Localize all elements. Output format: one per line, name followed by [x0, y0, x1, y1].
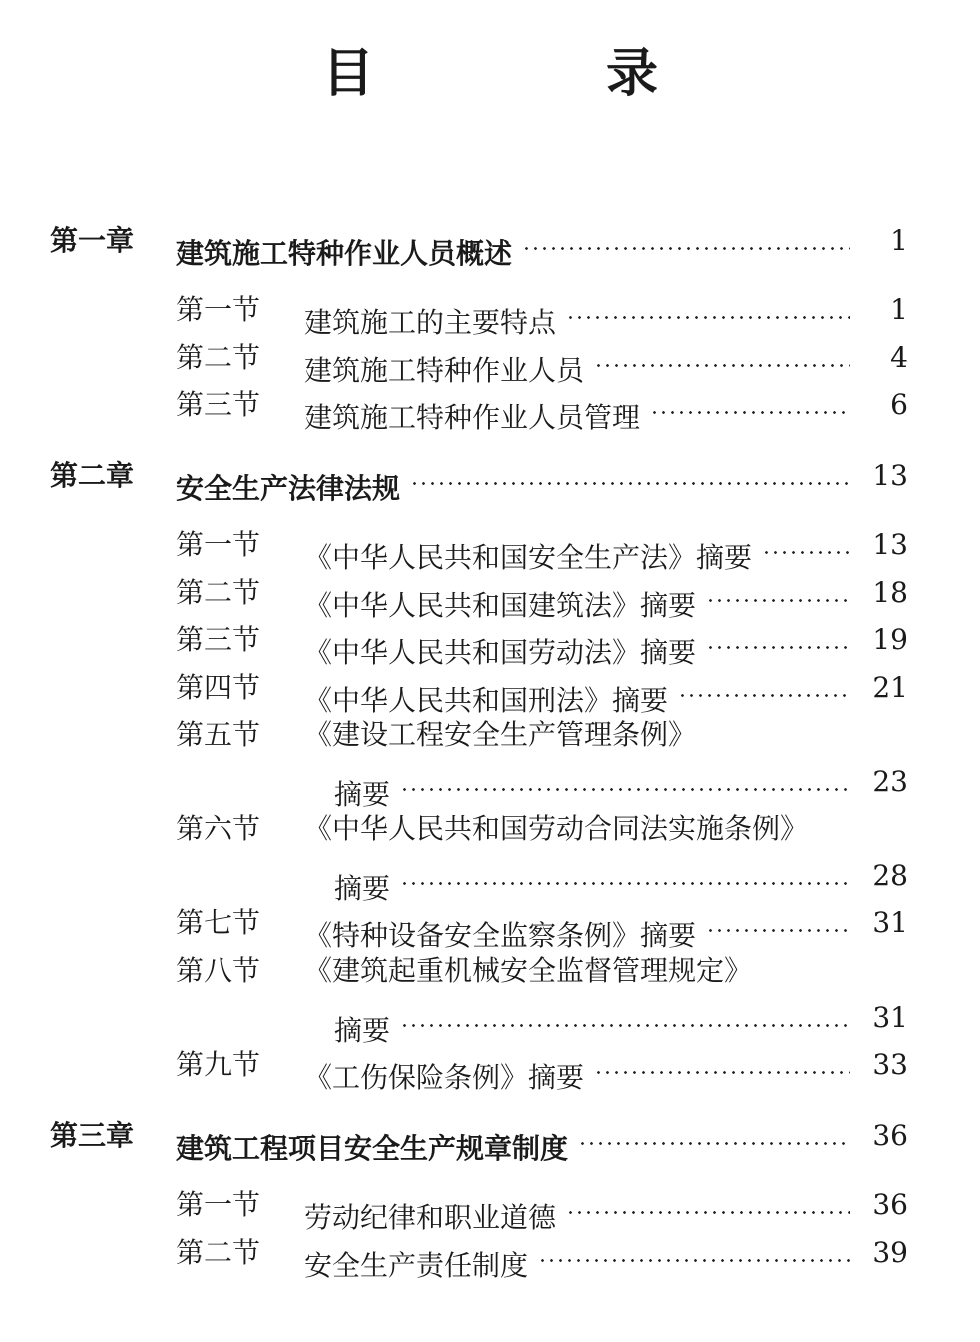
page-number: 31: [872, 906, 908, 939]
section-title: 《建筑起重机械安全监督管理规定》: [304, 954, 753, 987]
section-number: 第一节: [176, 528, 261, 561]
section-title: 摘要: [334, 778, 391, 811]
section-number: 第三节: [176, 623, 261, 656]
page-number: 13: [872, 528, 908, 561]
toc-section-row[interactable]: [0, 1043, 980, 1094]
dot-leader: [566, 1183, 850, 1227]
page-number: 6: [890, 388, 908, 421]
dot-leader: [594, 336, 850, 380]
toc-entry: [304, 807, 908, 851]
section-number: 第二节: [176, 576, 261, 609]
toc-section-row[interactable]: [0, 996, 980, 1047]
section-number: 第六节: [176, 812, 261, 845]
section-title: 摘要: [334, 872, 391, 905]
toc-section-row[interactable]: [0, 1231, 980, 1282]
chapter-title: 安全生产法律法规: [176, 472, 401, 505]
section-number: 第一节: [176, 293, 261, 326]
section-number: 第一节: [176, 1188, 261, 1221]
page-number: 36: [872, 1188, 908, 1221]
dot-leader: [678, 666, 850, 710]
toc-section-row[interactable]: [0, 618, 980, 669]
page-number: 39: [872, 1236, 908, 1269]
toc-entry: [176, 1114, 860, 1171]
section-title: 《特种设备安全监察条例》摘要: [304, 919, 697, 952]
toc-entry: [304, 1043, 860, 1100]
page-number: 4: [890, 341, 908, 374]
section-title: 建筑施工的主要特点: [304, 306, 557, 339]
dot-leader: [706, 571, 850, 615]
chapter-number: 第三章: [50, 1119, 135, 1152]
section-number: 第二节: [176, 341, 261, 374]
toc-entry: [304, 383, 860, 440]
toc-section-row[interactable]: [0, 901, 980, 952]
toc-entry: [304, 949, 908, 993]
toc-entry: [176, 454, 860, 511]
section-title: 《中华人民共和国刑法》摘要: [304, 684, 669, 717]
page-number: 1: [890, 293, 908, 326]
chapter-title: 建筑工程项目安全生产规章制度: [176, 1132, 569, 1165]
section-number: 第二节: [176, 1236, 261, 1269]
chapter-number: 第二章: [50, 459, 135, 492]
dot-leader: [578, 1114, 850, 1158]
section-title: 《中华人民共和国劳动合同法实施条例》: [304, 812, 809, 845]
dot-leader: [650, 383, 850, 427]
dot-leader: [538, 1231, 850, 1275]
dot-leader: [410, 454, 850, 498]
toc-section-row[interactable]: [0, 288, 980, 339]
toc-section-row[interactable]: [0, 571, 980, 622]
section-title: 《建设工程安全生产管理条例》: [304, 718, 697, 751]
toc-section-row[interactable]: [0, 949, 980, 993]
toc-chapter-row[interactable]: [0, 454, 980, 505]
toc-section-row[interactable]: [0, 336, 980, 387]
toc-chapter-row[interactable]: [0, 219, 980, 270]
toc-chapter-row[interactable]: [0, 1114, 980, 1165]
dot-leader: [706, 901, 850, 945]
page-number: 1: [890, 224, 908, 257]
section-number: 第九节: [176, 1048, 261, 1081]
section-title: 《中华人民共和国劳动法》摘要: [304, 636, 697, 669]
section-number: 第五节: [176, 718, 261, 751]
page-number: 36: [872, 1119, 908, 1152]
section-title: 建筑施工特种作业人员: [304, 354, 585, 387]
toc-section-row[interactable]: [0, 666, 980, 717]
section-title: 《中华人民共和国建筑法》摘要: [304, 589, 697, 622]
dot-leader: [400, 854, 850, 898]
toc-section-row[interactable]: [0, 760, 980, 811]
page-number: 31: [872, 1001, 908, 1034]
toc-section-row[interactable]: [0, 854, 980, 905]
dot-leader: [400, 996, 850, 1040]
chapter-title: 建筑施工特种作业人员概述: [176, 237, 513, 270]
dot-leader: [522, 219, 850, 263]
page-number: 13: [872, 459, 908, 492]
section-title: 《中华人民共和国安全生产法》摘要: [304, 541, 753, 574]
section-number: 第七节: [176, 906, 261, 939]
page-number: 18: [872, 576, 908, 609]
section-number: 第三节: [176, 388, 261, 421]
toc-section-row[interactable]: [0, 523, 980, 574]
section-number: 第四节: [176, 671, 261, 704]
dot-leader: [566, 288, 850, 332]
page-number: 19: [872, 623, 908, 656]
section-title: 建筑施工特种作业人员管理: [304, 401, 641, 434]
page-number: 23: [872, 765, 908, 798]
toc-section-row[interactable]: [0, 1183, 980, 1234]
toc-section-row[interactable]: [0, 807, 980, 851]
page-number: 21: [872, 671, 908, 704]
dot-leader: [400, 760, 850, 804]
toc-section-row[interactable]: [0, 713, 980, 757]
section-number: 第八节: [176, 954, 261, 987]
toc-title: 目 录: [321, 44, 748, 104]
dot-leader: [706, 618, 850, 662]
toc-entry: [176, 219, 860, 276]
toc-section-row[interactable]: [0, 383, 980, 434]
section-title: 摘要: [334, 1014, 391, 1047]
section-title: 劳动纪律和职业道德: [304, 1201, 557, 1234]
section-title: 《工伤保险条例》摘要: [304, 1061, 585, 1094]
section-title: 安全生产责任制度: [304, 1249, 529, 1282]
dot-leader: [594, 1043, 850, 1087]
toc-entry: [304, 1231, 860, 1288]
toc-entry: [304, 713, 908, 757]
page-number: 28: [872, 859, 908, 892]
dot-leader: [762, 523, 850, 567]
page-number: 33: [872, 1048, 908, 1081]
chapter-number: 第一章: [50, 224, 135, 257]
